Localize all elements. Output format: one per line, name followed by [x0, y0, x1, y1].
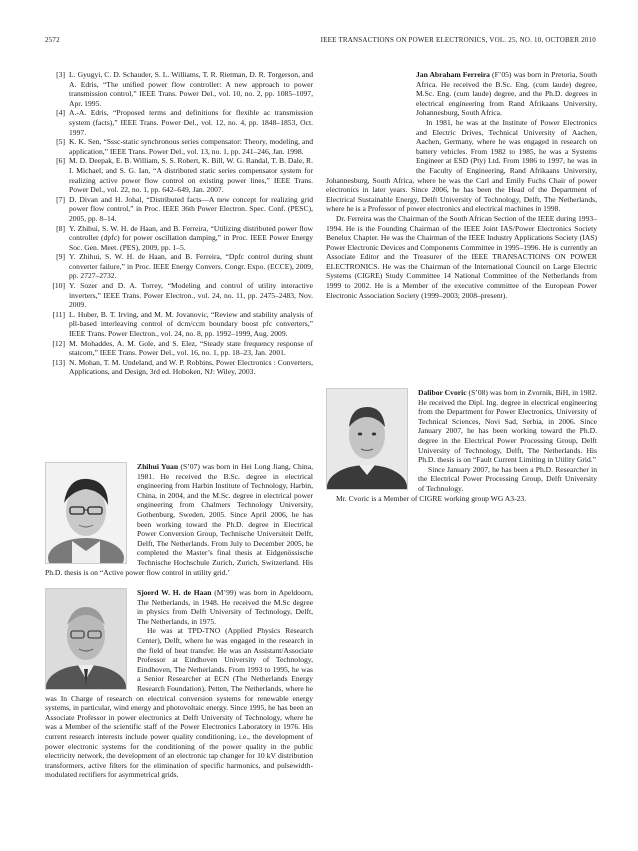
reference-text: Y. Zhihui, S. W. H. de Haan, and B. Ferreira, “Utilizing distributed power flow controller (dpfc) for power oscillation damping,” in Proc. IEEE Power Energy Soc. Gen. Meet. (PES), 2009, pp. 1–5. — [69, 223, 313, 252]
reference-number: [13] — [52, 357, 65, 367]
reference-text: M. D. Deepak, E. B. William, S. S. Robert, K. Bill, W. G. Randal, T. B. Dale, R. I. Michael, and S. G. Ian, “A distributed static series compensator system for realizing active power flow control on existing power lines,” IEEE Trans. Power Del., vol. 22, no. 1, pp. 642–649, Jan. 2007. — [69, 156, 313, 195]
reference-item — [45, 281, 313, 310]
reference-number: [4] — [56, 108, 65, 118]
reference-item — [45, 310, 313, 339]
journal-header: IEEE TRANSACTIONS ON POWER ELECTRONICS, VOL. 25, NO. 10, OCTOBER 2010 — [320, 36, 596, 44]
reference-number: [9] — [56, 252, 65, 262]
author-name: Jan Abraham Ferreira — [416, 70, 490, 79]
reference-number: [8] — [56, 223, 65, 233]
author-name: Dalibor Cvoric — [418, 388, 467, 397]
bio-text: Dr. Ferreira was the Chairman of the South African Section of the IEEE during 1993–1994. He is the Founding Chairman of the IEEE Joint IAS/Power Electronics Society Benelux Chapter. He was the Chairman of the IEEE Industry Applications Society (IAS) Power Electronic Devices and Components Committee in 1995–1996. He is currently an Associate Editor and the Treasurer of the IEEE TRANSACTIONS ON POWER ELECTRONICS. He was the Chairman of the International Council on Large Electric Systems (CIGRE) Study Committee 14 National Committee of the Netherlands from 1999 to 2002. He is a Member of the executive committee of the European Power Electronic Association Society (1999–2003; 2008–present). — [326, 213, 597, 300]
reference-text: K. K. Sen, “Sssc-static synchronous series compensator: Theory, modeling, and application,” IEEE Trans. Power Del., vol. 13, no. 1, pp. 241–246, Jan. 1998. — [69, 137, 313, 156]
page-number: 2572 — [45, 36, 60, 44]
reference-number: [5] — [56, 137, 65, 147]
reference-text: D. Divan and H. Johal, “Distributed facts—A new concept for realizing grid power flow control,” in Proc. IEEE 36th Power Electron. Spec. Conf. (PESC), 2005, pp. 8–14. — [69, 194, 313, 223]
reference-number: [10] — [52, 281, 65, 291]
reference-item — [45, 224, 313, 253]
references-list — [45, 70, 313, 377]
author-name: Zhihui Yuan — [137, 462, 179, 471]
reference-text: A.-A. Edris, “Proposed terms and definitions for flexible ac transmission system (facts),” IEEE Trans. Power Del., vol. 12, no. 4, pp. 1848–1853, Oct. 1997. — [69, 108, 313, 137]
bio-text: (M’99) was born in Apeldoorn, The Netherlands, in 1948. He received the M.Sc degree in physics from Delft University of Technology, Delft, The Netherlands, in 1975. — [137, 588, 313, 626]
reference-item — [45, 137, 313, 156]
bio-text: (F’05) was born in Pretoria, South Africa. He received the B.Sc. Eng. (cum laude) degree, M.Sc. Eng. (cum laude) degree, and the Ph.D. degrees in electrical engineering from Rand Afrikaans University, Johannesburg, South Africa. — [416, 70, 597, 118]
reference-item — [45, 358, 313, 377]
reference-number: [12] — [52, 338, 65, 348]
reference-text: L. Gyugyi, C. D. Schauder, S. L. Williams, T. R. Rietman, D. R. Torgerson, and A. Edris, “The unified power flow controller: A new approach to power transmission control,” IEEE Trans. Power Del., vol. 10, no. 2, pp. 1085–1097, Apr. 1995. — [69, 70, 313, 108]
reference-item — [45, 108, 313, 137]
bio-text: (S’08) was born in Zvornik, BiH, in 1982. He received the Dipl. Ing. degree in electrical engineering from the Department for Power Electronics, University of Technical Sciences, Novi Sad, Serbia, in 2006. Since January 2007, he has been working toward the Ph.D. degree in the Electrical Power Processing Group, Delft University of Technology, Delft, The Netherlands. His Ph.D. thesis is on “Fault Current Limiting in Utility Grid.” — [418, 388, 598, 465]
bio-zhihui-yuan — [45, 462, 313, 577]
reference-number: [7] — [56, 194, 65, 204]
reference-number: [11] — [52, 309, 65, 319]
reference-number: [6] — [56, 156, 65, 166]
bio-text: Since January 2007, he has been a Ph.D. Researcher in the Electrical Power Processing Group, Delft University of Technology. — [418, 464, 597, 493]
bio-text: Mr. Cvoric is a Member of CIGRE working group WG A3-23. — [336, 493, 527, 503]
reference-text: N. Mohan, T. M. Undeland, and W. P. Robbins, Power Electronics : Converters, Applications, and Design, 3rd ed. Hoboken, NJ: Wiley, 2003. — [69, 357, 313, 377]
reference-text: M. Mohaddes, A. M. Gole, and S. Elez, “Steady state frequency response of statcom,” IEEE Trans. Power Del., vol. 16, no. 1, pp. 18–23, Jan. 2001. — [69, 338, 313, 358]
reference-number: [3] — [56, 70, 65, 79]
author-photo-ferreira — [326, 70, 406, 170]
bio-text: (S’07) was born in Hei Long Jiang, China, 1981. He received the B.Sc. degree in electrical engineering from Harbin Institute of Technology, Harbin, China, in 2004, and the M.Sc. degree in electrical power engineering from Chalmers Technology University, Gothenburg, Sweden, 2005. Since April 2006, he has been working toward the Ph.D. degree in Electrical Power Conversion Group, Technische Universiteit Delft, Delft, The Netherlands. From July to December 2005, he completed the Master’s final thesis at Eidgenössische Technische Hochschule Zurich, Zurich, Switzerland. His Ph.D. thesis is on “Active power flow control in utility grid.’ — [45, 462, 313, 577]
author-photo-cvoric — [326, 388, 408, 490]
bio-jan-ferreira — [326, 70, 597, 300]
bio-dalibor-cvoric — [326, 388, 597, 503]
reference-item — [45, 156, 313, 194]
reference-text: Y. Zhihui, S. W. H. de Haan, and B. Ferreira, “Dpfc control during shunt converter failure,” in Proc. IEEE Energy Convers. Congr. Expo. (ECCE), 2009, pp. 2727–2732. — [69, 252, 313, 281]
reference-item — [45, 252, 313, 281]
author-photo-yuan — [45, 462, 127, 564]
author-name: Sjoerd W. H. de Haan — [137, 588, 212, 597]
reference-text: Y. Sozer and D. A. Torrey, “Modeling and control of utility interactive inverters,” IEEE Trans. Power Electron., vol. 24, no. 11, pp. 2475–2483, Nov. 2009. — [69, 281, 313, 310]
bio-text: He was at TPD-TNO (Applied Physics Research Center), Delft, where he was engaged in the research in the field of heat transfer. He was an Assistant/Associate Professor at Eindhoven University of Technology, Eindhoven, The Netherlands. From 1993 to 1995, he was a Senior Researcher at ECN (The Netherlands Energy Research Foundation), Petten, The Netherlands, where he was In Charge of research on electrical conversion systems for renewable energy systems, in particular, wind energy and photovoltaic energy. Since 1995, he has been an Associate Professor in power electronics at Delft University of Technology, where he was a Member of the scientific staff of the Power Electronics Laboratory in 1976. His current research interests include power quality conditioning, i.e., the development of power electronic systems for the conditioning of the power quality in the public electricity network, the development of an electronic tap changer for 10 kV distribution transformers, active filters for the elimination of specific harmonics, and pulsewidth-modulated rectifiers for asymmetrical grids. — [45, 626, 313, 780]
reference-item — [45, 195, 313, 224]
bio-text: In 1981, he was at the Institute of Power Electronics and Electric Drives, Technical University of Aachen, Aachen, Germany, where he was engaged in research on battery vehicles. From 1982 to 1985, he was a Systems Engineer at ESD (Pty) Ltd. From 1986 to 1997, he was in the Faculty of Engineering, Rand Afrikaans University, Johannesburg, South Africa, where he was the Carl and Emily Fuchs Chair of power electronics in later years. Since 2006, he has been the Head of the Department of Electrical Sustainable Energy, Delft University of Technology, Delft, The Netherlands, where he is a Professor of power electronics and electrical machines in 1998. — [326, 117, 597, 214]
bio-sjoerd-de-haan — [45, 588, 313, 780]
author-photo-de-haan — [45, 588, 127, 690]
reference-text: L. Huber, B. T. Irving, and M. M. Jovanovic, “Review and stability analysis of pll-based interleaving control of dcm/ccm boundary boost pfc converters,” IEEE Trans. Power Electron., vol. 24, no. 8, pp. 1992–1999, Aug. 2009. — [69, 309, 313, 339]
reference-item — [45, 70, 313, 108]
reference-item — [45, 339, 313, 358]
